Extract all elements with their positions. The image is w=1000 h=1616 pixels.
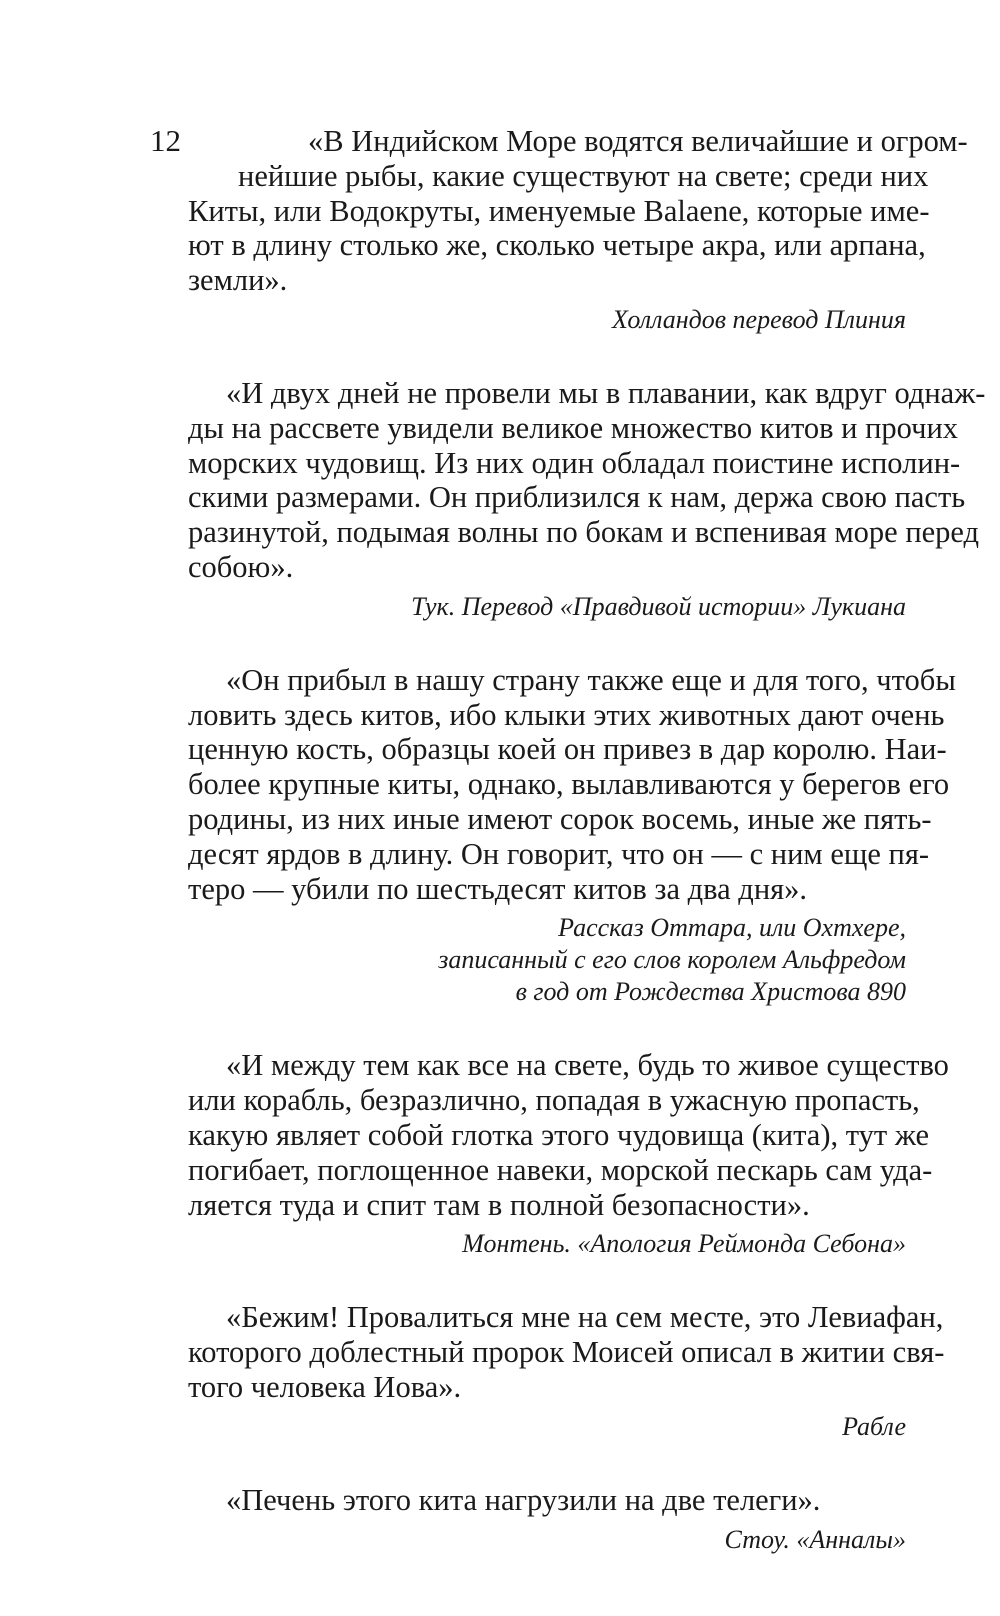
quote-line: «Он прибыл в нашу страну также еще и для того, чтобы	[226, 662, 956, 697]
quote-line: «В Индийском Море водятся величайшие и огром-	[308, 124, 968, 158]
epigraph-3	[150, 662, 956, 1009]
epigraph-5	[150, 1300, 945, 1442]
epigraph-1	[150, 124, 968, 336]
quote-line: нейшие рыбы, какие существуют на свете; среди них	[238, 158, 929, 193]
quote-line: родины, из них иные имеют сорок восемь, иные же пять-	[188, 801, 932, 836]
quote-line: которого доблестный пророк Моисей описал в житии свя-	[188, 1335, 945, 1370]
quote-line: ют в длину столько же, сколько четыре акра, или арпана,	[188, 228, 926, 263]
quote-attribution	[150, 591, 906, 623]
quote-line: земли».	[188, 263, 288, 298]
quote-line: разинутой, подымая волны по бокам и вспенивая море перед	[188, 515, 980, 550]
quote-text	[150, 124, 968, 298]
attribution-line: в год от Рождества Христова 890	[515, 977, 906, 1007]
quote-line: ценную кость, образцы коей он привез в дар королю. Наи-	[188, 732, 947, 767]
quote-attribution	[150, 1524, 906, 1556]
quote-line: какую являет собой глотка этого чудовища (кита), тут же	[188, 1117, 930, 1152]
attribution-line: Рассказ Оттара, или Охтхере,	[558, 913, 906, 943]
quote-attribution	[150, 1411, 906, 1443]
quote-line: «И двух дней не провели мы в плавании, как вдруг однаж-	[226, 375, 986, 410]
quote-text	[150, 375, 986, 585]
quote-attribution	[150, 304, 906, 336]
quote-line: более крупные киты, однако, вылавливаются у берегов его	[188, 767, 950, 802]
quote-line: «Печень этого кита нагрузили на две телеги».	[226, 1482, 821, 1517]
attribution-line: записанный с его слов королем Альфредом	[438, 945, 906, 975]
attribution-line: Рабле	[842, 1411, 906, 1441]
quote-text	[150, 1483, 906, 1518]
quote-line: того человека Иова».	[188, 1369, 462, 1404]
quote-text	[150, 1048, 949, 1222]
attribution-line: Монтень. «Апология Реймонда Себона»	[462, 1229, 906, 1259]
quote-line: «И между тем как все на свете, будь то живое существо	[226, 1048, 949, 1083]
quote-line: «Бежим! Провалиться мне на сем месте, это Левиафан,	[226, 1300, 944, 1335]
quote-line: ляется туда и спит там в полной безопасности».	[188, 1187, 810, 1222]
attribution-line: Тук. Перевод «Правдивой истории» Лукиана	[411, 591, 906, 621]
quote-line: погибает, поглощенное навеки, морской пескарь сам уда-	[188, 1152, 933, 1187]
quote-line: или корабль, безразлично, попадая в ужасную пропасть,	[188, 1083, 920, 1118]
attribution-line: Стоу. «Анналы»	[724, 1524, 906, 1554]
epigraph-6	[150, 1483, 906, 1556]
quote-attribution	[150, 1228, 906, 1260]
quote-line: десят ярдов в длину. Он говорит, что он — с ним еще пя-	[188, 836, 930, 871]
quote-line: теро — убили по шестьдесят китов за два дня».	[188, 871, 808, 906]
quote-text	[150, 1300, 945, 1404]
page-number: 12	[150, 123, 181, 158]
quote-line: Киты, или Водокруты, именуемые Balaene, которые име-	[188, 193, 930, 228]
quote-line: собою».	[188, 549, 294, 584]
quote-line: скими размерами. Он приблизился к нам, держа свою пасть	[188, 480, 966, 515]
quote-attribution	[150, 912, 906, 1008]
quote-line: ды на рассвете увидели великое множество китов и прочих	[188, 410, 959, 445]
quote-line: морских чудовищ. Из них один обладал поистине исполин-	[188, 445, 961, 480]
page-body	[150, 124, 986, 1596]
quote-line: ловить здесь китов, ибо клыки этих животных дают очень	[188, 697, 945, 732]
attribution-line: Холландов перевод Плиния	[612, 304, 906, 334]
epigraph-2	[150, 375, 986, 623]
quote-text	[150, 662, 956, 907]
epigraph-4	[150, 1048, 949, 1260]
